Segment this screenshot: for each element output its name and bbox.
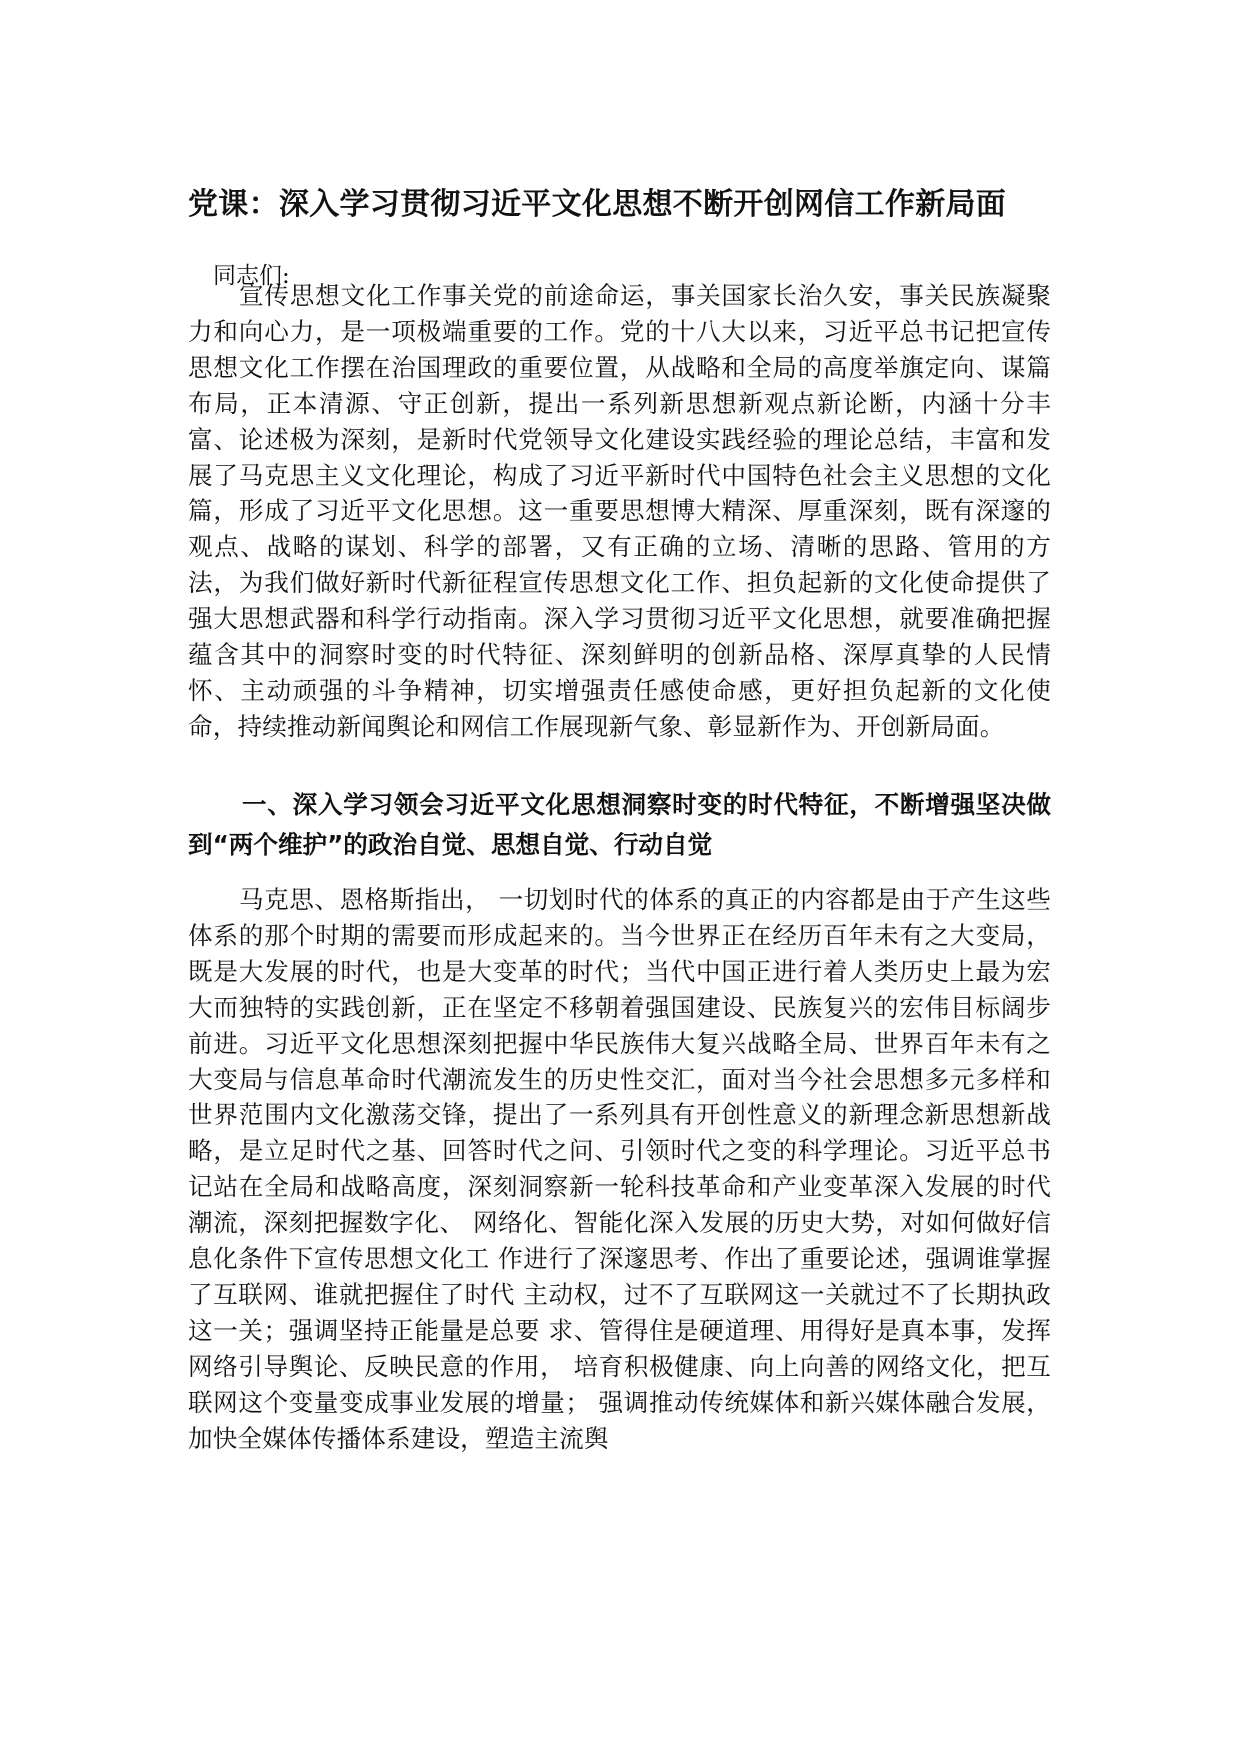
salutation: 同志们: xyxy=(213,263,290,289)
document-title: 党课：深入学习贯彻习近平文化思想不断开创网信工作新局面 xyxy=(188,187,1007,222)
body-paragraph-1: 宣传思想文化工作事关党的前途命运，事关国家长治久安，事关民族凝聚力和向心力，是一项极端重要的工作。党的十八大以来，习近平总书记把宣传思想文化工作摆在治国理政的重要位置，从战略和全局的高度举旗定向、谋篇布局，正本清源、守正创新，提出一系列新思想新观点新论断，内涵十分丰富、论述极为深刻，是新时代党领导文化建设实践经验的理论总结，丰富和发展了马克思主义文化理论，构成了习近平新时代中国特色社会主义思想的文化篇，形成了习近平文化思想。这一重要思想博大精深、厚重深刻，既有深邃的观点、战略的谋划、科学的部署，又有正确的立场、清晰的思路、管用的方法，为我们做好新时代新征程宣传思想文化工作、担负起新的文化使命提供了强大思想武器和科学行动指南。深入学习贯彻习近平文化思想，就要准确把握蕴含其中的洞察时变的时代特征、深刻鲜明的创新品格、深厚真挚的人民情怀、主动顽强的斗争精神，切实增强责任感使命感，更好担负起新的文化使命，持续推动新闻舆论和网信工作展现新气象、彰显新作为、开创新局面。 xyxy=(188,281,1051,741)
body-paragraph-2: 马克思、恩格斯指出， 一切划时代的体系的真正的内容都是由于产生这些体系的那个时期的需要而形成起来的。当今世界正在经历百年未有之大变局，既是大发展的时代，也是大变革的时代；当代中国正进行着人类历史上最为宏大而独特的实践创新，正在坚定不移朝着强国建设、民族复兴的宏伟目标阔步前进。习近平文化思想深刻把握中华民族伟大复兴战略全局、世界百年未有之大变局与信息革命时代潮流发生的历史性交汇，面对当今社会思想多元多样和世界范围内文化激荡交锋，提出了一系列具有开创性意义的新理念新思想新战略，是立足时代之基、回答时代之问、引领时代之变的科学理论。习近平总书记站在全局和战略高度，深刻洞察新一轮科技革命和产业变革深入发展的时代潮流，深刻把握数字化、 网络化、智能化深入发展的历史大势，对如何做好信息化条件下宣传思想文化工 作进行了深邃思考、作出了重要论述，强调谁掌握了互联网、谁就把握住了时代 主动权，过不了互联网这一关就过不了长期执政这一关；强调坚持正能量是总要 求、管得住是硬道理、用得好是真本事，发挥网络引导舆论、反映民意的作用， 培育积极健康、向上向善的网络文化，把互联网这个变量变成事业发展的增量； 强调推动传统媒体和新兴媒体融合发展，加快全媒体传播体系建设，塑造主流舆 xyxy=(188,885,1051,1453)
section-heading: 一、深入学习领会习近平文化思想洞察时变的时代特征，不断增强坚决做到“两个维护”的政治自觉、思想自觉、行动自觉 xyxy=(188,790,1051,859)
